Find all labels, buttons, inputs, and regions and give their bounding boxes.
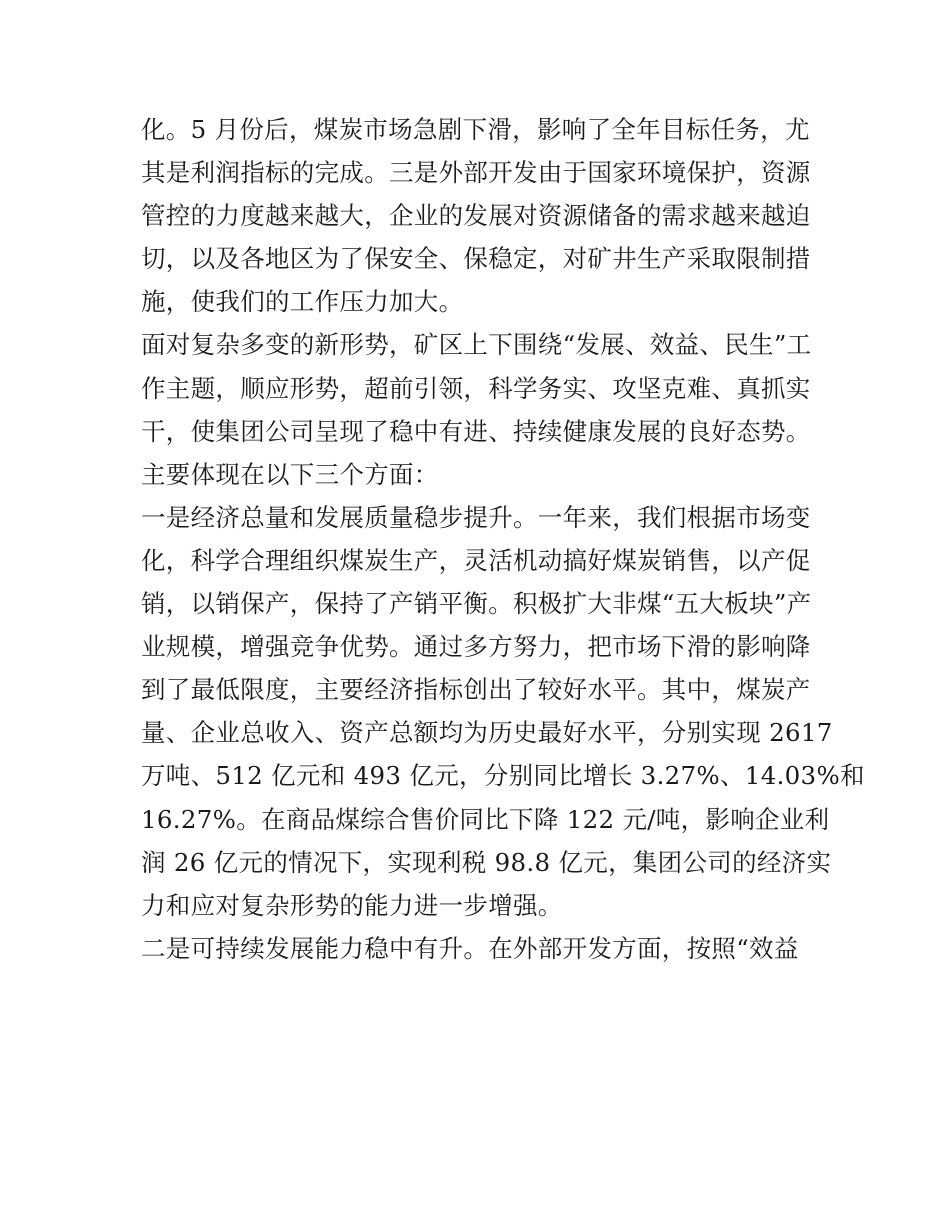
text-line: 二是可持续发展能力稳中有升。在外部开发方面，按照“效益 xyxy=(141,933,799,963)
text-line: 力和应对复杂形势的能力进一步增强。 xyxy=(141,890,563,920)
document-body xyxy=(141,108,865,970)
text-line: 业规模，增强竞争优势。通过多方努力，把市场下滑的影响降 xyxy=(141,632,811,662)
text-line: 万吨、512 亿元和 493 亿元，分别同比增长 3.27%、14.03%和 xyxy=(141,761,865,791)
text-line: 润 26 亿元的情况下，实现利税 98.8 亿元，集团公司的经济实 xyxy=(141,847,832,877)
text-line: 销，以销保产，保持了产销平衡。积极扩大非煤“五大板块”产 xyxy=(141,589,812,619)
text-line: 到了最低限度，主要经济指标创出了较好水平。其中，煤炭产 xyxy=(141,675,811,705)
text-line: 主要体现在以下三个方面： xyxy=(141,459,439,489)
text-line: 一是经济总量和发展质量稳步提升。一年来，我们根据市场变 xyxy=(141,502,811,532)
text-line: 作主题，顺应形势，超前引领，科学务实、攻坚克难、真抓实 xyxy=(141,373,811,403)
text-line: 其是利润指标的完成。三是外部开发由于国家环境保护，资源 xyxy=(141,158,811,188)
text-line: 切，以及各地区为了保安全、保稳定，对矿井生产采取限制措 xyxy=(141,244,811,274)
text-line: 化。5 月份后，煤炭市场急剧下滑，影响了全年目标任务，尤 xyxy=(141,115,810,144)
text-line: 施，使我们的工作压力加大。 xyxy=(141,287,464,317)
text-line: 量、企业总收入、资产总额均为历史最好水平，分别实现 2617 xyxy=(141,718,833,748)
text-line: 面对复杂多变的新形势，矿区上下围绕“发展、效益、民生”工 xyxy=(141,330,812,360)
text-line: 干，使集团公司呈现了稳中有进、持续健康发展的良好态势。 xyxy=(141,416,811,446)
text-line: 16.27%。在商品煤综合售价同比下降 122 元/吨，影响企业利 xyxy=(141,804,830,834)
text-line: 化，科学合理组织煤炭生产，灵活机动搞好煤炭销售，以产促 xyxy=(141,545,811,575)
text-line: 管控的力度越来越大，企业的发展对资源储备的需求越来越迫 xyxy=(141,201,811,231)
